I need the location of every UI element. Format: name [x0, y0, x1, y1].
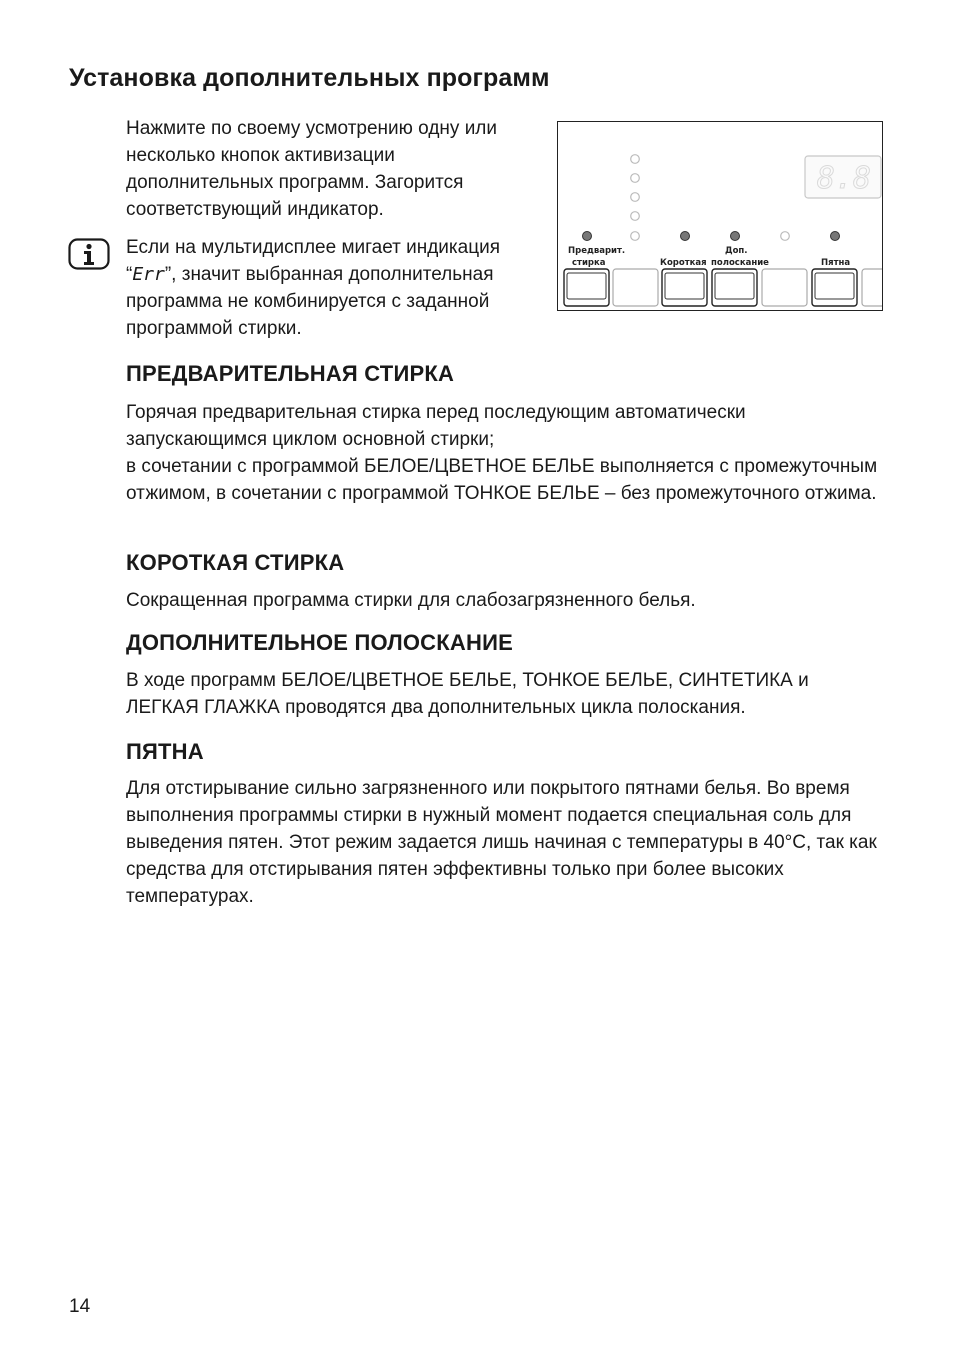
prewash-lamp [583, 232, 592, 241]
page-title: Установка дополнительных программ [69, 64, 550, 92]
extra-rinse-label-line1: Доп. [725, 246, 748, 256]
stains-button [812, 269, 857, 306]
digital-display [805, 156, 881, 198]
section-heading: ДОПОЛНИТЕЛЬНОЕ ПОЛОСКАНИЕ [126, 630, 513, 655]
error-code: Err [132, 264, 165, 285]
section-prewash [126, 361, 886, 507]
info-icon [68, 238, 110, 270]
section-paragraph: Для отстирывание сильно загрязненного или покрытого пятнами белья. Во время выполнения программы стирки в нужный момент подается специальная соль для выведения пятен. Этот режим задается лишь начиная с температуры в 40°C, так как средства для отстирывания пятен эффективны только при более высоких температурах. [126, 778, 877, 907]
note-text-after: ”, значит выбранная дополнительная программа не комбинируется с заданной программой стирки. [126, 264, 494, 339]
prewash-button [564, 269, 609, 306]
unused-lamp [781, 232, 790, 241]
section-paragraph: В ходе программ БЕЛОЕ/ЦВЕТНОЕ БЕЛЬЕ, ТОНКОЕ БЕЛЬЕ, СИНТЕТИКА и ЛЕГКАЯ ГЛАЖКА проводятся два дополнительных цикла полоскания. [126, 670, 809, 718]
extra-rinse-button [712, 269, 757, 306]
stains-label: Пятна [821, 258, 851, 268]
intro-paragraph: Нажмите по своему усмотрению одну или несколько кнопок активизации дополнительных программ. Загорится соответствующий индикатор. [126, 118, 498, 220]
section-stains [126, 739, 886, 910]
extra-rinse-lamp [731, 232, 740, 241]
indicator-lamp [631, 232, 640, 241]
section-paragraph: Горячая предварительная стирка перед последующим автоматически запускающимся циклом основной стирки; [126, 402, 746, 450]
indicator-lamp [631, 193, 640, 202]
section-paragraph: Сокращенная программа стирки для слабозагрязненного белья. [126, 590, 696, 611]
stains-lamp [831, 232, 840, 241]
page-number: 14 [69, 1296, 91, 1317]
note-text-before: Если на мультидисплее мигает индикация “ [126, 237, 500, 285]
partial-button [862, 269, 883, 306]
section-short-wash [126, 550, 886, 614]
indicator-lamp [631, 212, 640, 221]
section-heading: КОРОТКАЯ СТИРКА [126, 550, 345, 575]
indicator-lamp [631, 174, 640, 183]
section-heading: ПЯТНА [126, 739, 204, 764]
short-wash-button [662, 269, 707, 306]
blank-button [613, 269, 658, 306]
short-wash-label: Короткая [660, 258, 707, 268]
section-heading: ПРЕДВАРИТЕЛЬНАЯ СТИРКА [126, 361, 455, 386]
indicator-lamp [631, 155, 640, 164]
blank-button [762, 269, 807, 306]
prewash-label-line1: Предварит. [568, 246, 626, 256]
section-extra-rinse [126, 630, 886, 721]
section-paragraph: в сочетании с программой БЕЛОЕ/ЦВЕТНОЕ БЕЛЬЕ выполняется с промежуточным отжимом, в сочетании с программой ТОНКОЕ БЕЛЬЕ – без промежуточного отжима. [126, 456, 878, 504]
note-paragraph [126, 234, 546, 342]
display-digits: 8.8 [816, 161, 872, 196]
control-panel-illustration [557, 121, 883, 311]
extra-rinse-label-line2: полоскание [711, 258, 769, 268]
short-wash-lamp [681, 232, 690, 241]
prewash-label-line2: стирка [572, 258, 606, 268]
